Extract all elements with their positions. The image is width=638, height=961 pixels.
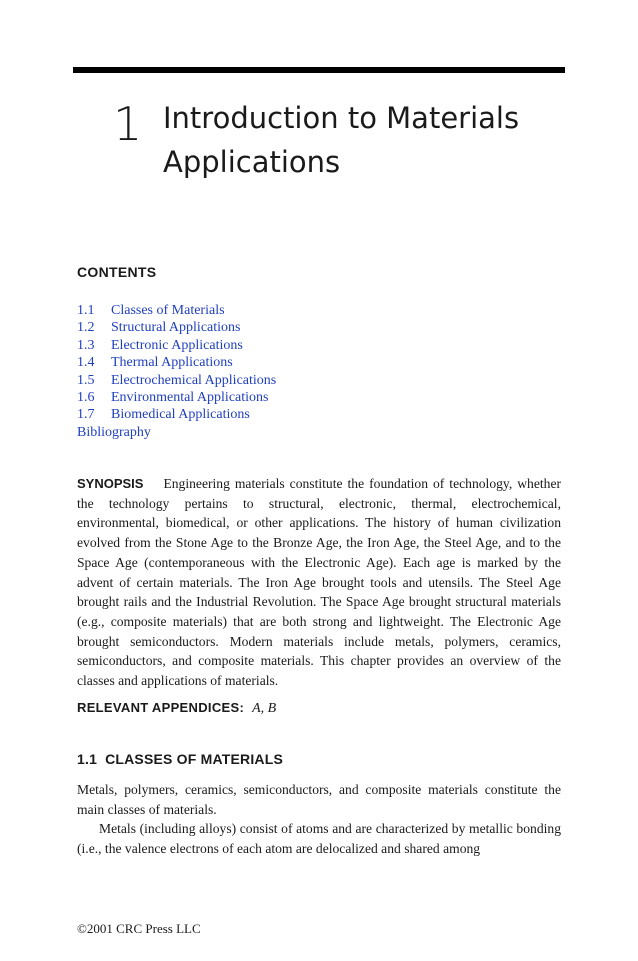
section-heading [77,751,283,767]
toc-item-biomedical-applications[interactable] [77,406,557,423]
toc-item-title: Electrochemical Applications [111,372,277,388]
toc-item-number: 1.4 [77,355,95,371]
toc-item-number: 1.1 [77,303,95,318]
toc-item-environmental-applications[interactable] [77,389,557,406]
toc-item-structural-applications[interactable] [77,319,557,336]
toc-item-title: Thermal Applications [111,355,233,371]
body-paragraph-1: Metals, polymers, ceramics, semiconductors, and composite materials constitute the main classes of materials. [77,782,561,817]
toc-item-title: Classes of Materials [111,303,225,318]
synopsis-text: Engineering materials constitute the foundation of technology, whether the technology pertains to structural, electronic, thermal, electrochemical, environmental, biomedical, or other applications. The history of human civilization evolved from the Stone Age to the Bronze Age, the Iron Age, the Steel Age, and to the Space Age (contemporaneous with the Electronic Age). Each age is marked by the advent of certain materials. The Iron Age brought tools and utensils. The Steel Age brought rails and the Industrial Revolution. The Space Age brought structural materials (e.g., composite materials) that are both strong and lightweight. The Electronic Age brought semiconductors. Modern materials include metals, polymers, ceramics, semiconductors, and composite materials. This chapter provides an overview of the classes and applications of materials. [77,476,561,689]
toc-item-title: Electronic Applications [111,337,243,353]
toc-item-bibliography[interactable]: Bibliography [77,424,151,440]
toc-item-title: Structural Applications [111,320,241,336]
relevant-appendices-value: A, B [252,701,277,716]
section-title: CLASSES OF MATERIALS [105,751,284,767]
toc-item-number: 1.5 [77,372,95,388]
chapter-number: 1 [113,97,143,151]
section-number: 1.1 [77,751,98,767]
toc-item-number: 1.6 [77,390,95,406]
toc-item-title: Environmental Applications [111,390,269,406]
chapter-title-line-1: Introduction to Materials [163,101,520,135]
toc-item-electronic-applications[interactable] [77,337,557,354]
toc-item-number: 1.7 [77,407,95,423]
toc-item-title: Biomedical Applications [111,407,250,423]
top-rule [73,67,565,73]
toc-item-electrochemical-applications[interactable] [77,372,557,389]
chapter-title [163,96,573,184]
synopsis-paragraph [77,474,561,691]
chapter-title-line-2: Applications [163,145,341,179]
footer-copyright: ©2001 CRC Press LLC [77,921,201,936]
toc-item-number: 1.3 [77,337,95,353]
synopsis-label: SYNOPSIS [77,476,144,491]
toc-item-classes-of-materials[interactable] [77,302,557,319]
toc-item-number: 1.2 [77,320,95,336]
table-of-contents [77,302,557,441]
relevant-appendices [77,700,276,717]
relevant-appendices-label: RELEVANT APPENDICES: [77,700,245,715]
toc-item-thermal-applications[interactable] [77,354,557,371]
body-paragraph-2: Metals (including alloys) consist of atoms and are characterized by metallic bonding (i.e., the valence electrons of each atom are delocalized and shared among [77,821,561,857]
contents-heading: CONTENTS [77,264,157,280]
section-body [77,780,561,859]
